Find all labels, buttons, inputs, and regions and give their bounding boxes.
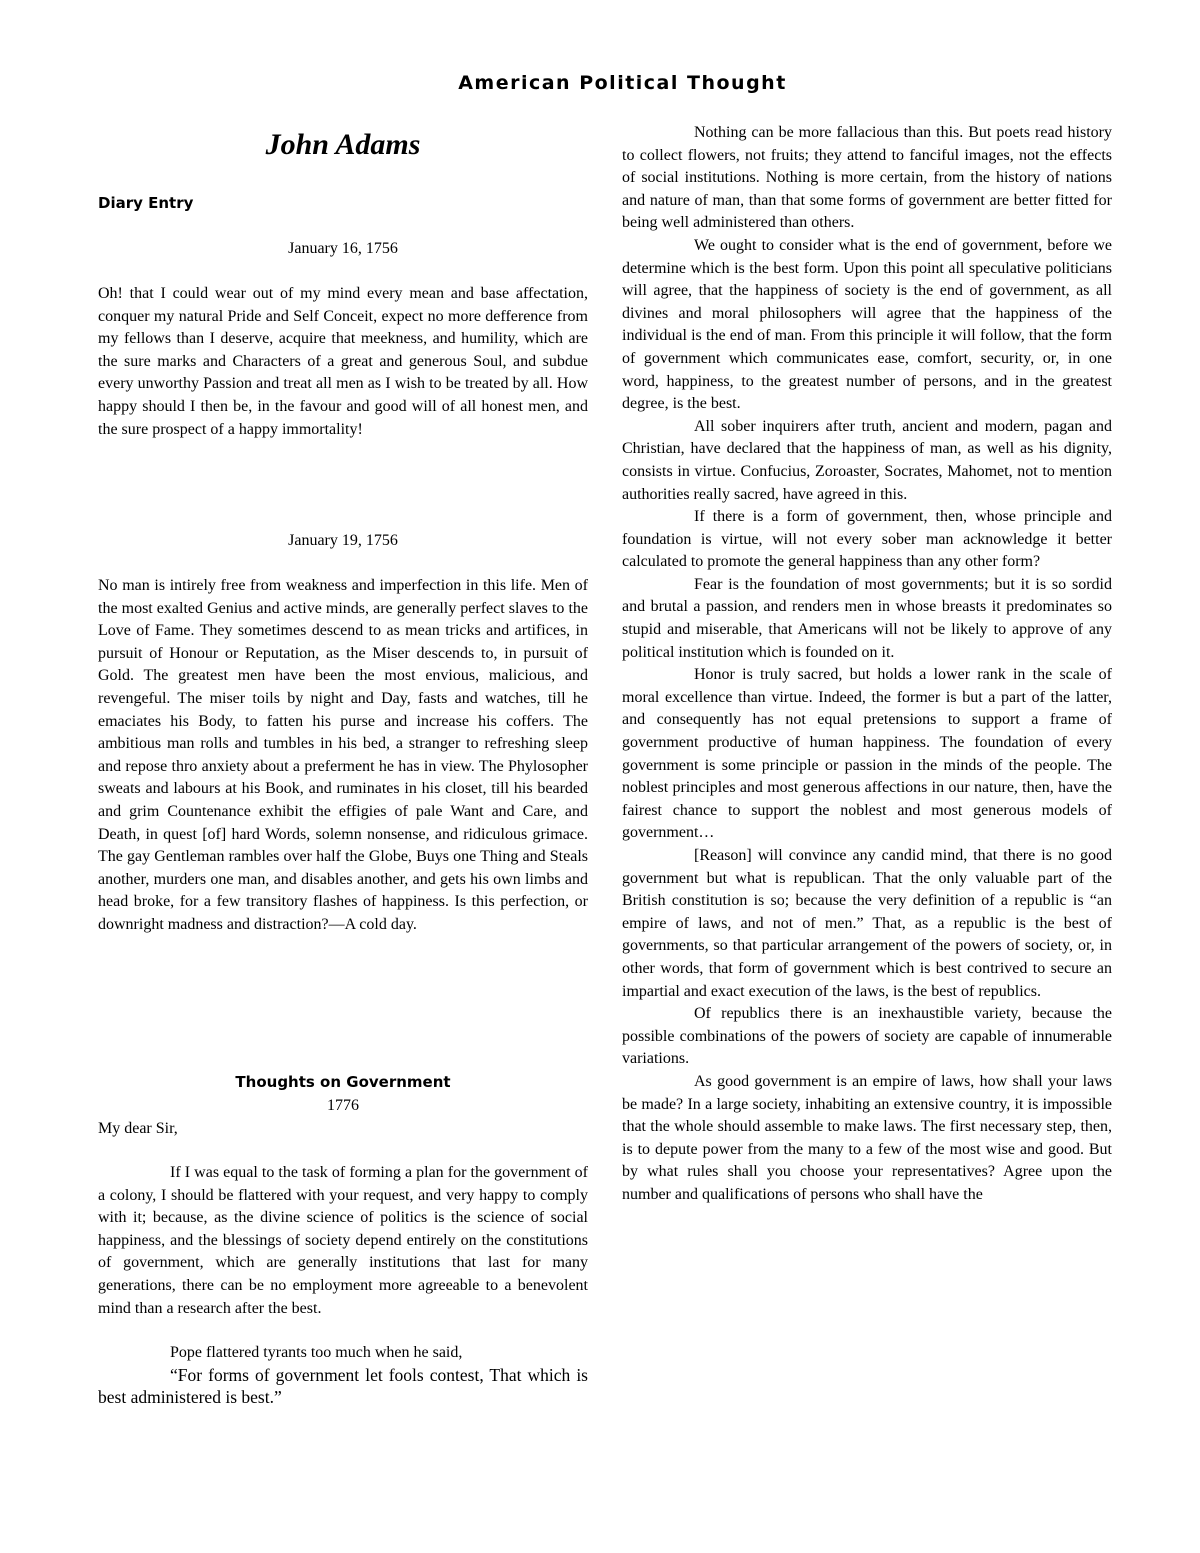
thoughts-year: 1776 <box>327 1097 359 1114</box>
right-paragraph: Of republics there is an inexhaustible variety, because the possible combinations of the powers of society are capable of innumerable variations. <box>622 1005 1112 1068</box>
thoughts-section-title: Thoughts on Government <box>235 1073 451 1091</box>
right-paragraph: Fear is the foundation of most governments; but it is so sordid and brutal a passion, and renders men in whose breasts it predominates so stupid and miserable, that Americans will not be likely to approve of any political institution which is founded on it. <box>622 575 1112 661</box>
right-paragraph: Nothing can be more fallacious than this. But poets read history to collect flowers, not fruits; they attend to fanciful images, not the effects of social institutions. Nothing is more certain, from the history of nations and nature of man, than that some forms of government are better fitted for being well administered than others. <box>622 124 1112 232</box>
diary-entry-heading: Diary Entry <box>98 194 194 212</box>
right-paragraph: As good government is an empire of laws, how shall your laws be made? In a large society, inhabiting an extensive country, it is impossible that the whole should assemble to make laws. The first necessary step, then, is to depute power from the many to a few of the most wise and good. But by what rules shall you choose your representatives? Agree upon the number and qualifications of persons who shall have the <box>622 1072 1112 1203</box>
right-paragraph: [Reason] will convince any candid mind, that there is no good government but what is republican. That the only valuable part of the British constitution is so; because the very definition of a republic is “an empire of laws, and not of men.” That, as a republic is the best of governments, so that particular arrangement of the powers of society, or, in other words, that form of government which is best contrived to secure an impartial and exact execution of the laws, is the best of republics. <box>622 847 1112 1000</box>
author-name: John Adams <box>265 128 421 161</box>
diary-entry-1-text: Oh! that I could wear out of my mind every mean and base affectation, conquer my natural Pride and Self Conceit, expect no more defference from my fellows than I deserve, acquire that meekness, and humility, which are the sure marks and Characters of a great and generous Soul, and subdue every unworthy Passion and treat all men as I wish to be treated by all. How happy should I then be, in the favour and good will of all honest men, and the sure prospect of a happy immortality! <box>98 285 588 438</box>
page-header-title: American Political Thought <box>458 72 787 94</box>
entry-date-2: January 19, 1756 <box>288 532 398 549</box>
entry-date-1: January 16, 1756 <box>288 240 398 257</box>
right-paragraph: If there is a form of government, then, whose principle and foundation is virtue, will not every sober man acknowledge it better calculated to promote the general happiness than any other form? <box>622 508 1112 571</box>
salutation: My dear Sir, <box>98 1120 178 1137</box>
diary-entry-2-text: No man is intirely free from weakness and imperfection in this life. Men of the most exalted Genius and active minds, are generally perfect slaves to the Love of Fame. They sometimes descend to as mean tricks and artifices, in pursuit of Honour or Reputation, as the Miser descends to, in pursuit of Gold. The greatest men have been the most envious, malicious, and revengeful. The miser toils by night and Day, fasts and watches, till he emaciates his Body, to fatten his purse and increase his coffers. The ambitious man rolls and tumbles in his bed, a stranger to refreshing sleep and repose thro anxiety about a preferment he has in view. The Phylosopher sweats and labours at his Book, and ruminates in his closet, till his bearded and grim Countenance exhibit the effigies of pale Want and Care, and Death, in quest [of] hard Words, solemn nonsense, and ridiculous grimace. The gay Gentleman rambles over half the Globe, Buys one Thing and Steals another, murders one man, and disables another, and gets his own limbs and head broke, for a few transitory flashes of happiness. Is this perfection, or downright madness and distraction?—A cold day. <box>98 577 588 933</box>
right-paragraph: All sober inquirers after truth, ancient and modern, pagan and Christian, have declared that the happiness of man, as well as his dignity, consists in virtue. Confucius, Zoroaster, Socrates, Mahomet, not to mention authorities really sacred, have agreed in this. <box>622 417 1112 503</box>
thoughts-paragraph-2: Pope flattered tyrants too much when he said, <box>170 1344 463 1361</box>
right-column-text <box>622 122 1112 1207</box>
thoughts-paragraph-1: If I was equal to the task of forming a plan for the government of a colony, I should be flattered with your request, and very happy to comply with it; because, as the divine science of politics is the science of social happiness, and the blessings of society depend entirely on the constitutions of government, which are generally institutions that last for many generations, there can be no employment more agreeable to a benevolent mind than a research after the best. <box>98 1164 588 1317</box>
right-paragraph: We ought to consider what is the end of government, before we determine which is the best form. Upon this point all speculative politicians will agree, that the happiness of society is the end of government, as all divines and moral philosophers will agree that the happiness of the individual is the end of man. From this principle it will follow, that the form of government which communicates ease, comfort, security, or, in one word, happiness, to the greatest number of persons, and in the greatest degree, is the best. <box>622 236 1112 413</box>
right-paragraph: Honor is truly sacred, but holds a lower rank in the scale of moral excellence than virtue. Indeed, the former is but a part of the latter, and consequently has not equal pretensions to support a frame of government productive of human happiness. The foundation of every government is some principle or passion in the minds of the people. The noblest principles and most generous affections in our nature, then, have the fairest chance to support the noblest and most generous models of government… <box>622 666 1112 842</box>
pope-quote: “For forms of government let fools contest, That which is best administered is best.” <box>98 1365 588 1407</box>
